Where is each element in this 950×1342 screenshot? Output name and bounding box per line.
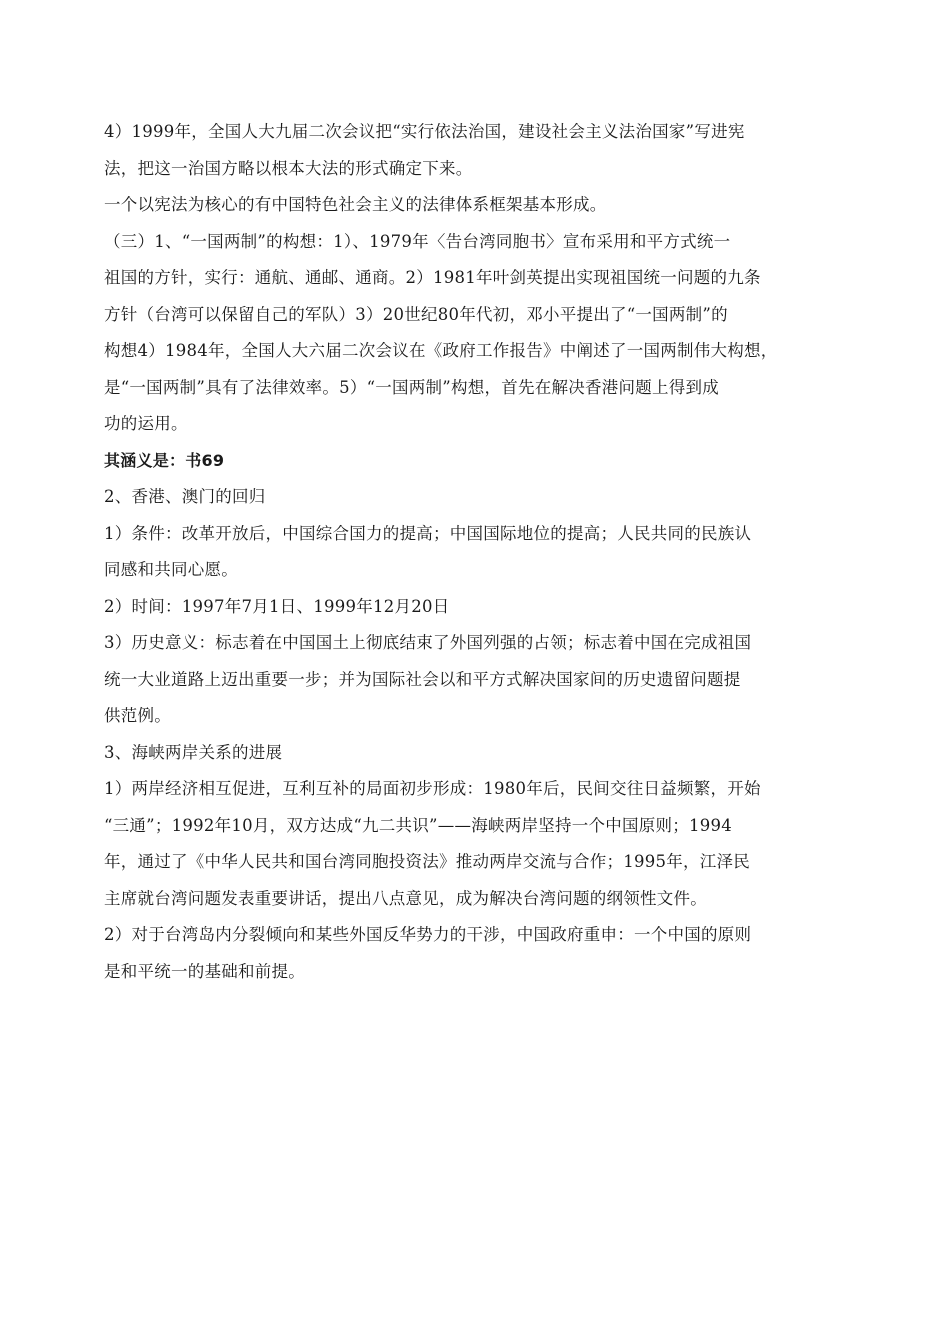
paragraph bbox=[104, 443, 852, 480]
text-line: “三通”；1992年10月，双方达成“九二共识”——海峡两岸坚持一个中国原则；1994 bbox=[104, 815, 732, 835]
paragraph bbox=[104, 187, 852, 224]
text-line: 主席就台湾问题发表重要讲话，提出八点意见，成为解决台湾问题的纲领性文件。 bbox=[104, 888, 707, 908]
text-line: 一个以宪法为核心的有中国特色社会主义的法律体系框架基本形成。 bbox=[104, 195, 607, 214]
paragraph bbox=[104, 114, 852, 187]
section-heading: 2、香港、澳门的回归 bbox=[104, 487, 266, 506]
text-line: （三）1、“一国两制”的构想：1）、1979年〈告台湾同胞书〉宣布采用和平方式统一 bbox=[104, 231, 731, 251]
text-line: 1）条件：改革开放后，中国综合国力的提高；中国国际地位的提高；人民共同的民族认 bbox=[104, 523, 752, 543]
text-line: 4）1999年，全国人大九届二次会议把“实行依法治国，建设社会主义法治国家”写进宪 bbox=[104, 122, 745, 141]
text-line: 2）时间：1997年7月1日、1999年12月20日 bbox=[104, 596, 450, 616]
text-line: 方针（台湾可以保留自己的军队）3）20世纪80年代初，邓小平提出了“一国两制”的 bbox=[104, 304, 728, 324]
text-line: 祖国的方针，实行：通航、通邮、通商。2）1981年叶剑英提出实现祖国统一问题的九条 bbox=[104, 268, 761, 287]
text-line: 供范例。 bbox=[104, 706, 171, 725]
paragraph bbox=[104, 224, 852, 443]
bold-text-line: 其涵义是：书69 bbox=[104, 450, 225, 470]
text-line: 是“一国两制”具有了法律效率。5）“一国两制”构想，首先在解决香港问题上得到成 bbox=[104, 377, 719, 397]
paragraph bbox=[104, 735, 852, 772]
text-line: 是和平统一的基础和前提。 bbox=[104, 961, 305, 981]
text-line: 功的运用。 bbox=[104, 414, 188, 433]
paragraph bbox=[104, 917, 852, 990]
paragraph bbox=[104, 625, 852, 735]
text-line: 3）历史意义：标志着在中国国土上彻底结束了外国列强的占领；标志着中国在完成祖国 bbox=[104, 633, 752, 652]
section-heading: 3、海峡两岸关系的进展 bbox=[104, 742, 283, 762]
paragraph bbox=[104, 589, 852, 626]
text-line: 构想4）1984年，全国人大六届二次会议在《政府工作报告》中阐述了一国两制伟大构想， bbox=[104, 341, 778, 360]
text-line: 同感和共同心愿。 bbox=[104, 560, 238, 579]
paragraph bbox=[104, 516, 852, 589]
document-page bbox=[104, 114, 852, 990]
paragraph bbox=[104, 479, 852, 516]
paragraph bbox=[104, 771, 852, 917]
text-line: 年，通过了《中华人民共和国台湾同胞投资法》推动两岸交流与合作；1995年，江泽民 bbox=[104, 852, 750, 871]
text-line: 1）两岸经济相互促进，互利互补的局面初步形成：1980年后，民间交往日益频繁，开始 bbox=[104, 779, 761, 798]
text-line: 2）对于台湾岛内分裂倾向和某些外国反华势力的干涉，中国政府重申：一个中国的原则 bbox=[104, 925, 752, 944]
text-line: 法，把这一治国方略以根本大法的形式确定下来。 bbox=[104, 158, 473, 178]
text-line: 统一大业道路上迈出重要一步；并为国际社会以和平方式解决国家间的历史遗留问题提 bbox=[104, 669, 741, 689]
